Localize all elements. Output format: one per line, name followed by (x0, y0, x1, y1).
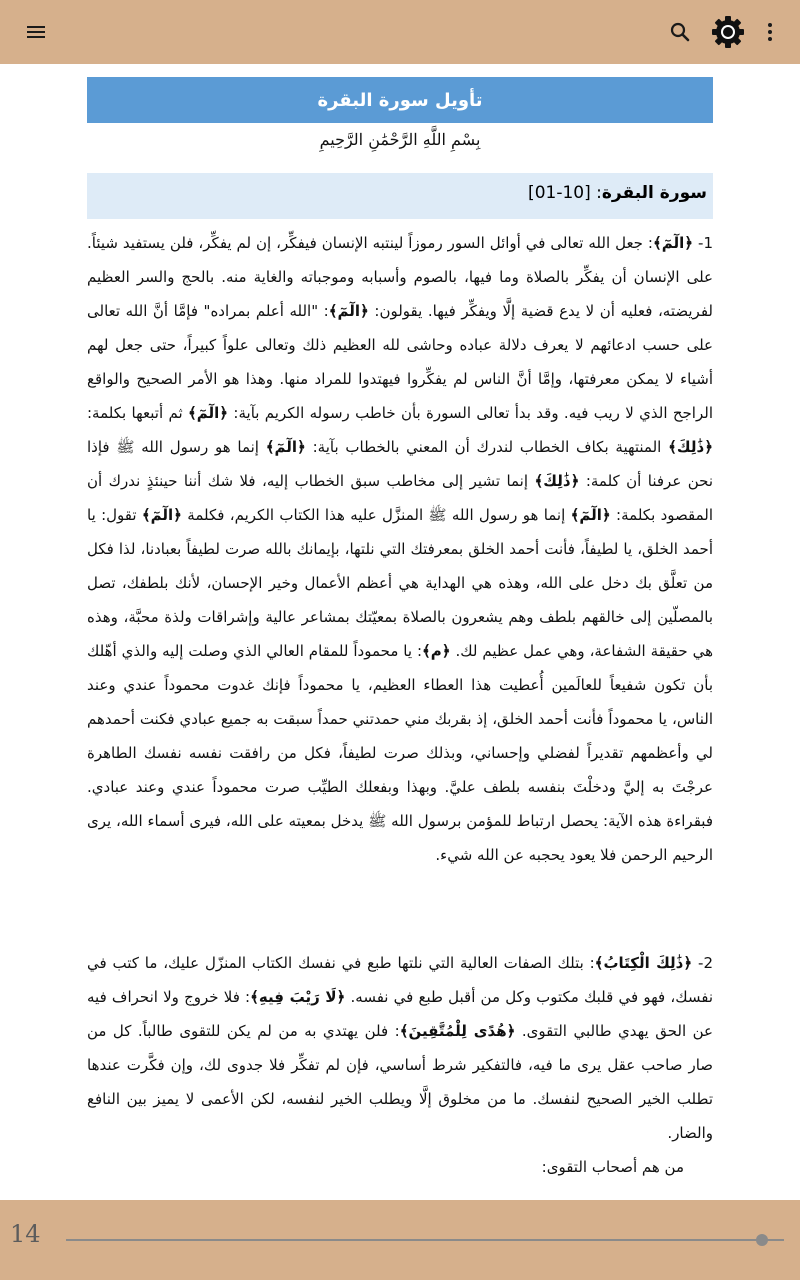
paragraph-text: : جعل الله تعالى في أوائل السور رموزاً لينتبه الإنسان فيفكِّر، إن لم يفكِّر، فلن يستفيد شيئاً. على الإنسان أن يفكِّر بالصلاة وما فيها، بالصوم وأسبابه وموجباته والغاية منه. بالحج والسر العظيم لفريضته، فعليه أن لا يدع قضية إلَّا ويفكِّر فيها. يقولون: (87, 234, 713, 320)
quran-quote: ﴿لَا رَيْبَ فِيهِ﴾ (250, 988, 346, 1006)
page-slider-fill (66, 1239, 762, 1241)
menu-button[interactable] (18, 14, 54, 50)
chapter-title (87, 77, 713, 123)
quran-quote: ﴿الٓمٓ﴾ (265, 438, 306, 456)
menu-icon (24, 20, 48, 44)
quran-quote: ﴿الٓمٓ﴾ (570, 506, 611, 524)
more-options-button[interactable] (752, 14, 788, 50)
paragraph-text: إنما هو رسول الله ﷺ فإذا نحن عرفنا أن كلمة: (87, 438, 713, 490)
quran-quote: ﴿الٓمٓ﴾ (328, 302, 369, 320)
paragraph-text: : "الله أعلم بمراده" فإمَّا أنَّ الله تعالى على حسب ادعائهم لا يعرف دلالة عباده وحاشى لله العظيم ذلك وتعالى علواً كبيراً، حتى جعل لهم أشياء لا يمكن معرفتها، وإمَّا أنَّ الناس لم يفكِّروا فيهتدوا للمراد منها. وهذا هو الأمر الصحيح والواقع الراجح الذي لا ريب فيه. وقد بدأ تعالى السورة بأن خاطب رسوله الكريم بآية: (87, 302, 713, 422)
reading-pane[interactable] (0, 64, 800, 1200)
paragraph-number: 2- (692, 954, 713, 972)
gear-icon (711, 15, 745, 49)
page-slider-track[interactable] (66, 1239, 784, 1241)
quran-quote: ﴿الٓمٓ﴾ (652, 234, 694, 252)
paragraph-text: المنتهية بكاف الخطاب لندرك أن المعني بالخطاب بآية: (305, 438, 669, 456)
paragraph-3: من هم أصحاب التقوى: (541, 1158, 684, 1176)
basmala: بِسْمِ اللَّهِ الرَّحْمَٰنِ الرَّحِيمِ (319, 130, 481, 149)
settings-button[interactable] (710, 14, 746, 50)
quran-quote: ﴿هُدًى لِلْمُتَّقِينَ﴾ (399, 1022, 516, 1040)
quran-quote: ﴿الٓمٓ﴾ (141, 506, 182, 524)
paragraph-1 (87, 226, 713, 872)
quran-quote: ﴿م﴾ (422, 642, 451, 660)
section-heading-text (528, 183, 707, 203)
search-button[interactable] (662, 14, 698, 50)
more-vert-icon (758, 20, 782, 44)
paragraph-text: تقول: يا أحمد الخلق، يا لطيفاً، فأنت أحمد الخلق بمعرفتك التي نلتها، بإيمانك بالله صرت لطيفاً بعبادنا، لذا فكل من تعلَّق بك دخل على الله، وهذه هي الهداية هي أعظم الأعمال وخير الإحسان، لأنك بلطفك، تصل بالمصلّين إلى خالقهم بلطف وهم يشعرون بالصلاة بمعيّتك بمشاعر عالية وإشراقات ولذة محبَّة، وهذه هي حقيقة الشفاعة، وهي عمل عظيم لك. (87, 506, 713, 660)
app-toolbar (0, 0, 800, 64)
quran-quote: ﴿ذَٰلِكَ﴾ (668, 438, 713, 456)
paragraph-text: إنما تشير إلى مخاطب سبق الخطاب إليه، فلا شك أننا حينئذٍ ندرك أن المقصود بكلمة: (87, 472, 713, 524)
paragraph-text: : فلا خروج ولا انحراف فيه عن الحق يهدي طالبي التقوى. (87, 988, 713, 1040)
quran-quote: ﴿الٓمٓ﴾ (187, 404, 229, 422)
paragraph-2 (87, 946, 713, 1150)
page-number: 14 (10, 1220, 41, 1248)
quran-quote: ﴿ذَٰلِكَ﴾ (534, 472, 580, 490)
paragraph-text: ثم أتبعها بكلمة: (87, 404, 188, 422)
section-heading (87, 173, 713, 219)
search-icon (668, 20, 692, 44)
paragraph-text: : فلن يهتدي به من لم يكن للتقوى طالباً. كل من صار صاحب عقل يرى ما فيه، فالتفكير شرط أساسي، فإن لم تفكِّر فلا جدوى لك، وإن فكَّرت عندها تطلب الخير الصحيح لنفسك. ما من مخلوق إلَّا ويطلب الخير لنفسه، لكن الأعمى لا يميز بين النافع والضار. (87, 1022, 713, 1142)
chapter-title-text: تأويل سورة البقرة (317, 89, 483, 111)
page-slider-thumb[interactable] (756, 1234, 768, 1246)
page-navigation-bar (0, 1200, 800, 1280)
section-prefix: سورة البقرة (601, 183, 707, 203)
paragraph-text: : بتلك الصفات العالية التي نلتها طبع في نفسك الكتاب المنزّل عليك، ما كتب في نفسك، فهو في قلبك مكتوب وكل من أقبل طبع في نفسه. (87, 954, 713, 1006)
section-range: : [10-01] (528, 183, 602, 203)
paragraph-text: : يا محموداً للمقام العالي الذي وصلت إليه والذي أهّلك بأن تكون شفيعاً للعالَمين أُعطيت هذا العطاء العظيم، يا محموداً فإنك غدوت محموداً عندي وعند الناس، يا محموداً فأنت أحمد الخلق، إذ بقربك مني حمدتني حمداً سبقت به جميع عبادي فكنت أحمدهم لي وأعظمهم تقديراً لفضلي وإحساني، وبذلك صرت لطيفاً، فكل من رافقت نفسه نفسك الطاهرة عرجْتَ به إليَّ ودخلْتَ بنفسه بلطف عليَّ. وبهذا وبفعلك الطيِّب صرت محموداً عندي وعند عبادي. فبقراءة هذه الآية: يحصل ارتباط للمؤمن برسول الله ﷺ يدخل بمعيته على الله، فيرى أسماء الله، يرى الرحيم الرحمن فلا يعود يحجبه عن الله شيء. (87, 642, 713, 864)
paragraph-text: إنما هو رسول الله ﷺ المنزَّل عليه هذا الكتاب الكريم، فكلمة (181, 506, 571, 524)
quran-quote: ﴿ذَٰلِكَ الْكِتَابُ﴾ (594, 954, 693, 972)
paragraph-number: 1- (693, 234, 713, 252)
